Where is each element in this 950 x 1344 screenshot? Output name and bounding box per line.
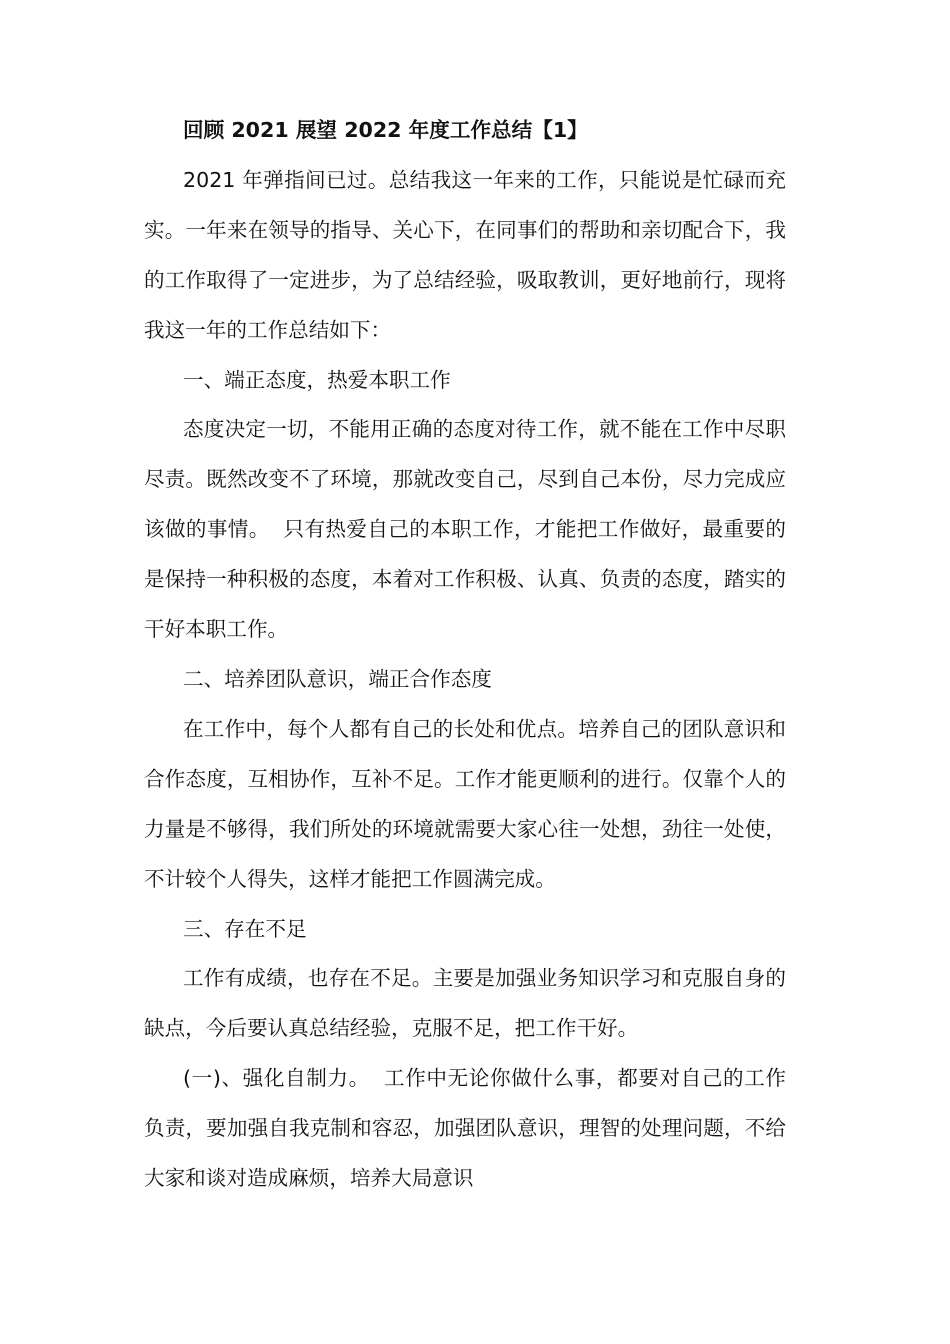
section-1-heading: 一、端正态度，热爱本职工作 <box>183 367 451 392</box>
section-2-heading: 二、培养团队意识，端正合作态度 <box>183 666 492 691</box>
document-body <box>144 106 786 1204</box>
section-2-paragraph: 在工作中，每个人都有自己的长处和优点。培养自己的团队意识和合作态度，互相协作，互补不足。工作才能更顺利的进行。仅靠个人的力量是不够得，我们所处的环境就需要大家心往一处想，劲往一处使，不计较个人得失，这样才能把工作圆满完成。 <box>144 716 786 891</box>
section-1-paragraph: 态度决定一切，不能用正确的态度对待工作，就不能在工作中尽职尽责。既然改变不了环境，那就改变自己，尽到自己本份，尽力完成应该做的事情。 只有热爱自己的本职工作，才能把工作做好，最重要的是保持一种积极的态度，本着对工作积极、认真、负责的态度，踏实的干好本职工作。 <box>144 417 786 642</box>
section-3-heading: 三、存在不足 <box>183 916 307 941</box>
section-3-item-1-paragraph: (一)、强化自制力。 工作中无论你做什么事，都要对自己的工作负责，要加强自我克制和容忍，加强团队意识，理智的处理问题，不给大家和谈对造成麻烦，培养大局意识 <box>144 1066 786 1191</box>
section-3-paragraph: 工作有成绩，也存在不足。主要是加强业务知识学习和克服自身的缺点，今后要认真总结经验，克服不足，把工作干好。 <box>144 966 786 1041</box>
intro-paragraph: 2021 年弹指间已过。总结我这一年来的工作，只能说是忙碌而充实。一年来在领导的指导、关心下，在同事们的帮助和亲切配合下，我的工作取得了一定进步，为了总结经验，吸取教训，更好地前行，现将我这一年的工作总结如下： <box>144 167 786 342</box>
document-title: 回顾 2021 展望 2022 年度工作总结【1】 <box>183 118 588 142</box>
